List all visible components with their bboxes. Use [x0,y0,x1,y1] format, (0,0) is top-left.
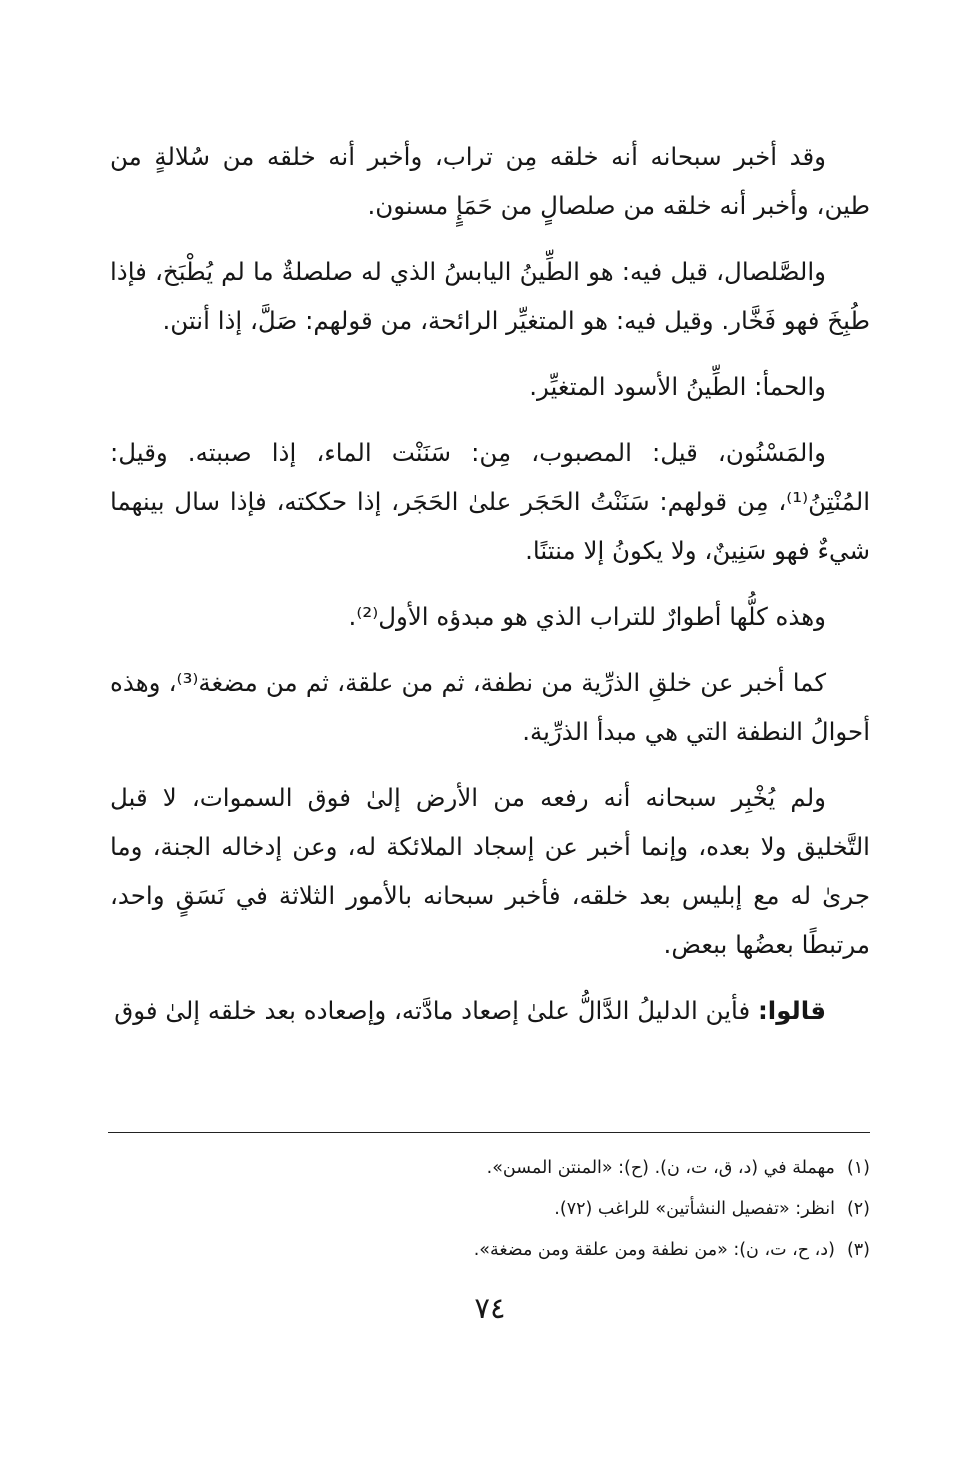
page-number: ٧٤ [474,1291,506,1325]
objection-lead-word: قالوا: [758,996,826,1025]
main-text [110,132,870,1052]
objection-text: فأين الدليلُ الدَّالُّ علىٰ إصعاد مادَّته، وإصعاده بعد خلقه إلىٰ فوق [114,996,758,1025]
footnote-number: (١) [846,1158,870,1178]
footnote-number: (٢) [846,1199,870,1219]
paragraph-hama-definition: والحمأ: الطِّينُ الأسود المتغيِّر. [529,372,826,401]
paragraph-stages-of-dust: وهذه كلُّها أطوارٌ للتراب الذي هو مبدؤه الأول⁽²⁾. [348,602,826,631]
footnotes [110,1148,870,1271]
paragraph-creation-from-earth: وقد أخبر سبحانه أنه خلقه مِن تراب، وأخبر أنه خلقه من سُلالةٍ من طين، وأخبر أنه خلقه من صلصالٍ من حَمَإٍ مسنون. [110,142,870,220]
footnote-text: انظر: «تفصيل النشأتين» للراغب (٧٢). [554,1199,835,1219]
paragraph-salsal-definition: والصَّلصال، قيل فيه: هو الطِّينُ اليابسُ الذي له صلصلةٌ ما لم يُطْبَخ، فإذا طُبِخَ فهو فَخَّار. وقيل فيه: هو المتغيِّر الرائحة، من قولهم: صَلَّ، إذا أنتن. [110,257,870,335]
paragraph-objection [110,986,870,1035]
footnote-3 [110,1230,870,1271]
paragraph-masnun-definition: والمَسْنُون، قيل: المصبوب، مِن: سَنَنْت الماء، إذا صببته. وقيل: المُنْتِنُ⁽¹⁾، مِن قولهم: سَنَنْتُ الحَجَر علىٰ الحَجَر، إذا حككته، فإذا سال بينهما شيءٌ فهو سَنِينٌ، ولا يكونُ إلا منتنًا. [110,438,870,565]
footnote-text: (د، ح، ت، ن): «من نطفة ومن علقة ومن مضغة». [473,1240,835,1260]
footnote-1 [110,1148,870,1189]
paragraph-offspring-creation: كما أخبر عن خلقِ الذرِّية من نطفة، ثم من علقة، ثم من مضغة⁽³⁾، وهذه أحوالُ النطفة التي هي مبدأ الذرِّية. [110,668,870,746]
footnote-text: مهملة في (د، ق، ت، ن). (ح): «المنتن المسن». [486,1158,835,1178]
footnote-divider [108,1132,870,1133]
footnote-number: (٣) [846,1240,870,1260]
footnote-2 [110,1189,870,1230]
paragraph-not-raised: ولم يُخْبِر سبحانه أنه رفعه من الأرض إلىٰ فوق السموات، لا قبل التَّخليق ولا بعده، وإنما أخبر عن إسجاد الملائكة له، وعن إدخاله الجنة، وما جرىٰ له مع إبليس بعد خلقه، فأخبر سبحانه بالأمور الثلاثة في نَسَقٍ واحد، مرتبطًا بعضُها ببعض. [110,783,870,959]
